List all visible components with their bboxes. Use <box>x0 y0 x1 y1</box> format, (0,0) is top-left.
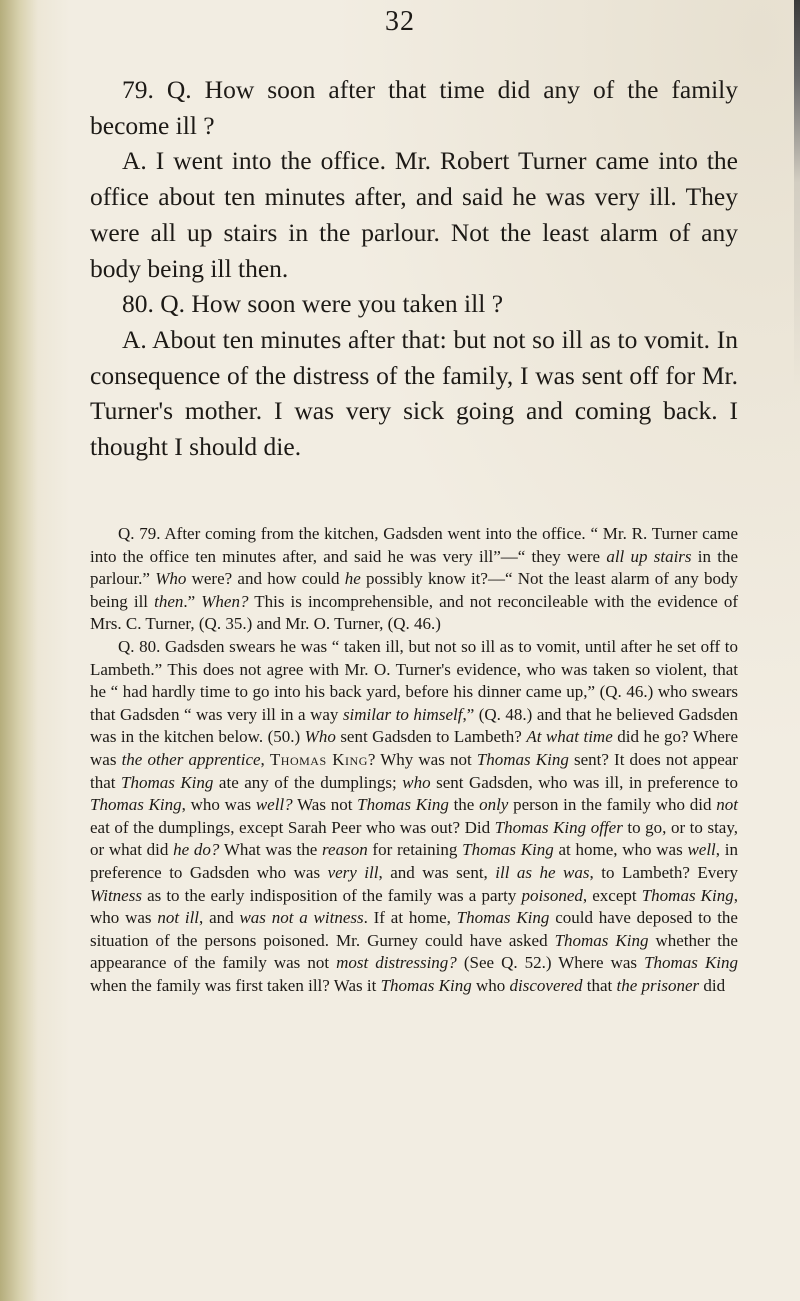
testimony-text <box>90 72 738 465</box>
answer-80: A. About ten minutes after that: but not so ill as to vomit. In consequence of the distress of the family, I was sent off for Mr. Turner's mother. I was very sick going and coming back. I thought I should die. <box>90 324 738 462</box>
italic-run: Thomas King <box>357 795 449 815</box>
text-run: sent? It does not appear that <box>90 749 738 792</box>
text-run: Q. 80. Gadsden swears he was “ taken ill, but not so ill as to vomit, until after he set off to Lambeth.” This does not agree with Mr. O. Turner's evidence, who was taken so violent, that he “ had hardly time to go into his back yard, before his dinner came up,” (Q. 46.) who swears that Gadsden “ was very ill in a way <box>90 636 738 724</box>
italic-run: all up stairs <box>606 546 692 566</box>
text-run: What was the <box>219 840 323 860</box>
text-run: , in preference to Gadsden who was <box>90 840 738 882</box>
text-run: sent Gadsden to Lambeth? <box>335 727 527 747</box>
italic-run: the prisoner <box>616 975 700 995</box>
italic-run: Thomas King <box>554 930 649 950</box>
answer-79: A. I went into the office. Mr. Robert Turner came into the office about ten minutes after, and said he was very ill. They were all up stairs in the parlour. Not the least alarm of any body being ill then. <box>90 146 738 283</box>
italic-run: ill as he was <box>495 862 590 882</box>
italic-run: very ill <box>327 862 379 882</box>
text-run: . If at home, <box>363 908 457 928</box>
italic-run: well <box>687 840 716 860</box>
italic-run: Witness <box>90 885 142 905</box>
text-run: ate any of the dumplings; <box>213 772 403 792</box>
italic-run: At what time <box>526 727 613 747</box>
italic-run: was not a witness <box>239 908 364 928</box>
text-run: ,” (Q. 48.) and that he believed Gadsden was in the kitchen below. (50.) <box>90 704 738 747</box>
question-80: 80. Q. How soon were you taken ill ? <box>122 289 504 319</box>
text-run: to go, or to stay, or what did <box>90 817 738 860</box>
text-run: ? Why was not <box>367 749 477 769</box>
text-run: .” <box>183 591 202 611</box>
italic-run: then <box>154 591 184 611</box>
commentary-text <box>90 523 738 997</box>
italic-run: most distressing? <box>336 953 457 973</box>
text-run: whether the appearance of the family was not <box>90 930 738 973</box>
text-run: who <box>471 975 510 995</box>
italic-run: Thomas King <box>476 749 569 769</box>
page-number: 32 <box>385 6 415 37</box>
text-run: , <box>260 749 270 769</box>
text-run: , and <box>199 908 240 928</box>
italic-run: discovered <box>509 975 583 995</box>
text-run: for retaining <box>367 840 463 860</box>
text-run: Was not <box>292 795 358 815</box>
question-79: 79. Q. How soon after that time did any of the family become ill ? <box>90 75 738 140</box>
text-run: did <box>699 975 726 995</box>
italic-run: he <box>344 569 361 589</box>
smallcaps-run: Thomas King <box>269 749 368 769</box>
text-run: possibly know it?—“ Not the least alarm of any body being ill <box>90 569 738 611</box>
text-run: that <box>582 975 617 995</box>
text-run: when the family was first taken ill? Was it <box>90 975 381 995</box>
italic-run: reason <box>322 840 368 860</box>
italic-run: Thomas King <box>494 817 587 837</box>
text-run: as to the early indisposition of the family was a party <box>141 885 522 905</box>
text-run: , who was <box>181 795 256 815</box>
italic-run: Who <box>155 569 187 589</box>
italic-run: Thomas King <box>644 953 739 973</box>
italic-run: poisoned <box>521 885 583 905</box>
text-run: , except <box>582 885 642 905</box>
text-run: were? and how could <box>186 569 345 589</box>
text-run: , who was <box>90 885 738 928</box>
text-run: , to Lambeth? Every <box>589 862 739 882</box>
text-run: could have deposed to the situation of the persons poisoned. Mr. Gurney could have asked <box>90 908 738 950</box>
italic-run: only <box>479 795 509 815</box>
italic-run: Thomas King <box>380 975 472 995</box>
italic-run: offer <box>590 817 623 837</box>
italic-run: similar to himself <box>342 704 463 724</box>
text-run: Q. 79. After coming from the kitchen, Gadsden went into the office. “ Mr. R. Turner came into the office ten minutes after, and said he was very ill”—“ they were <box>90 524 738 566</box>
italic-run: well? <box>255 795 293 815</box>
text-run: at home, who was <box>553 840 688 860</box>
italic-run: Thomas King <box>90 795 182 815</box>
italic-run: who <box>402 772 431 792</box>
text-run: This is incomprehensible, and not reconcileable with the evidence of Mrs. C. Turner, (Q. 35.) and Mr. O. Turner, (Q. 46.) <box>90 591 738 634</box>
text-run: person in the family who did <box>508 795 717 815</box>
commentary-80 <box>90 636 738 998</box>
text-run: the <box>448 795 480 815</box>
italic-run: Thomas King <box>456 908 550 928</box>
commentary-79 <box>90 523 738 636</box>
text-run: eat of the dumplings, except Sarah Peer who was out? Did <box>90 817 495 837</box>
page-edge-shadow <box>794 0 800 1301</box>
italic-run: Thomas King <box>121 772 214 792</box>
italic-run: he do? <box>173 840 220 860</box>
italic-run: Thomas King <box>462 840 554 860</box>
italic-run: Who <box>304 727 336 747</box>
italic-run: not ill <box>157 908 200 928</box>
text-run: in the parlour.” <box>90 546 738 589</box>
text-run: (See Q. 52.) Where was <box>456 953 645 973</box>
text-run: did he go? Where was <box>90 727 738 769</box>
italic-run: not <box>716 795 738 815</box>
italic-run: When? <box>201 591 249 611</box>
italic-run: Thomas King <box>641 885 734 905</box>
text-run: , and was sent, <box>378 862 496 882</box>
text-run: sent Gadsden, who was ill, in preference to <box>430 772 738 792</box>
italic-run: the other apprentice <box>121 749 261 769</box>
